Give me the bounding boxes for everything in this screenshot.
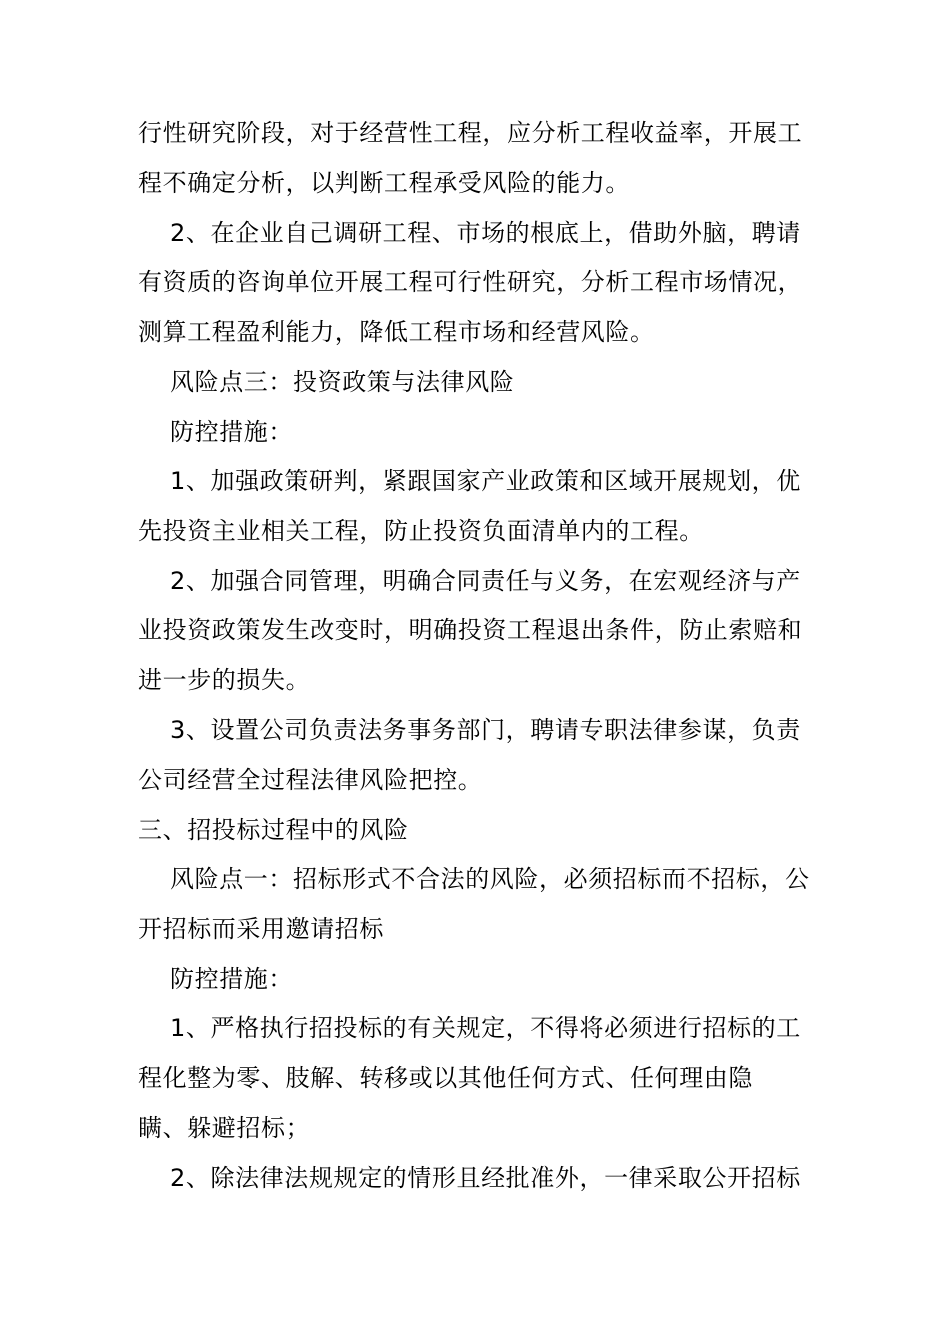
text-line-16: 风险点一：招标形式不合法的风险，必须招标而不招标，公: [170, 865, 810, 893]
text-line-1: 行性研究阶段，对于经营性工程，应分析工程收益率，开展工: [138, 119, 803, 147]
text-line-3: 2、在企业自己调研工程、市场的根底上，借助外脑，聘请: [170, 219, 801, 247]
text-line-12: 进一步的损失。: [138, 666, 311, 694]
text-line-2: 程不确定分析，以判断工程承受风险的能力。: [138, 169, 630, 197]
section-heading: 三、招投标过程中的风险: [138, 816, 409, 844]
text-line-6: 风险点三：投资政策与法律风险: [170, 368, 515, 396]
text-line-20: 程化整为零、肢解、转移或以其他任何方式、任何理由隐: [138, 1064, 753, 1092]
text-line-19: 1、严格执行招投标的有关规定，不得将必须进行招标的工: [170, 1014, 801, 1042]
text-line-14: 公司经营全过程法律风险把控。: [138, 766, 483, 794]
text-line-13: 3、设置公司负责法务事务部门，聘请专职法律参谋，负责: [170, 716, 801, 744]
text-line-21: 瞒、躲避招标；: [138, 1114, 311, 1142]
text-line-10: 2、加强合同管理，明确合同责任与义务，在宏观经济与产: [170, 567, 801, 595]
text-line-7: 防控措施：: [170, 418, 293, 446]
text-line-4: 有资质的咨询单位开展工程可行性研究，分析工程市场情况，: [138, 268, 803, 296]
text-line-17: 开招标而采用邀请招标: [138, 915, 384, 943]
text-line-18: 防控措施：: [170, 965, 293, 993]
text-line-5: 测算工程盈利能力，降低工程市场和经营风险。: [138, 318, 655, 346]
text-line-8: 1、加强政策研判，紧跟国家产业政策和区域开展规划，优: [170, 467, 801, 495]
text-line-22: 2、除法律法规规定的情形且经批准外，一律采取公开招标: [170, 1164, 801, 1192]
text-line-11: 业投资政策发生改变时，明确投资工程退出条件，防止索赔和: [138, 616, 803, 644]
text-line-9: 先投资主业相关工程，防止投资负面清单内的工程。: [138, 517, 704, 545]
